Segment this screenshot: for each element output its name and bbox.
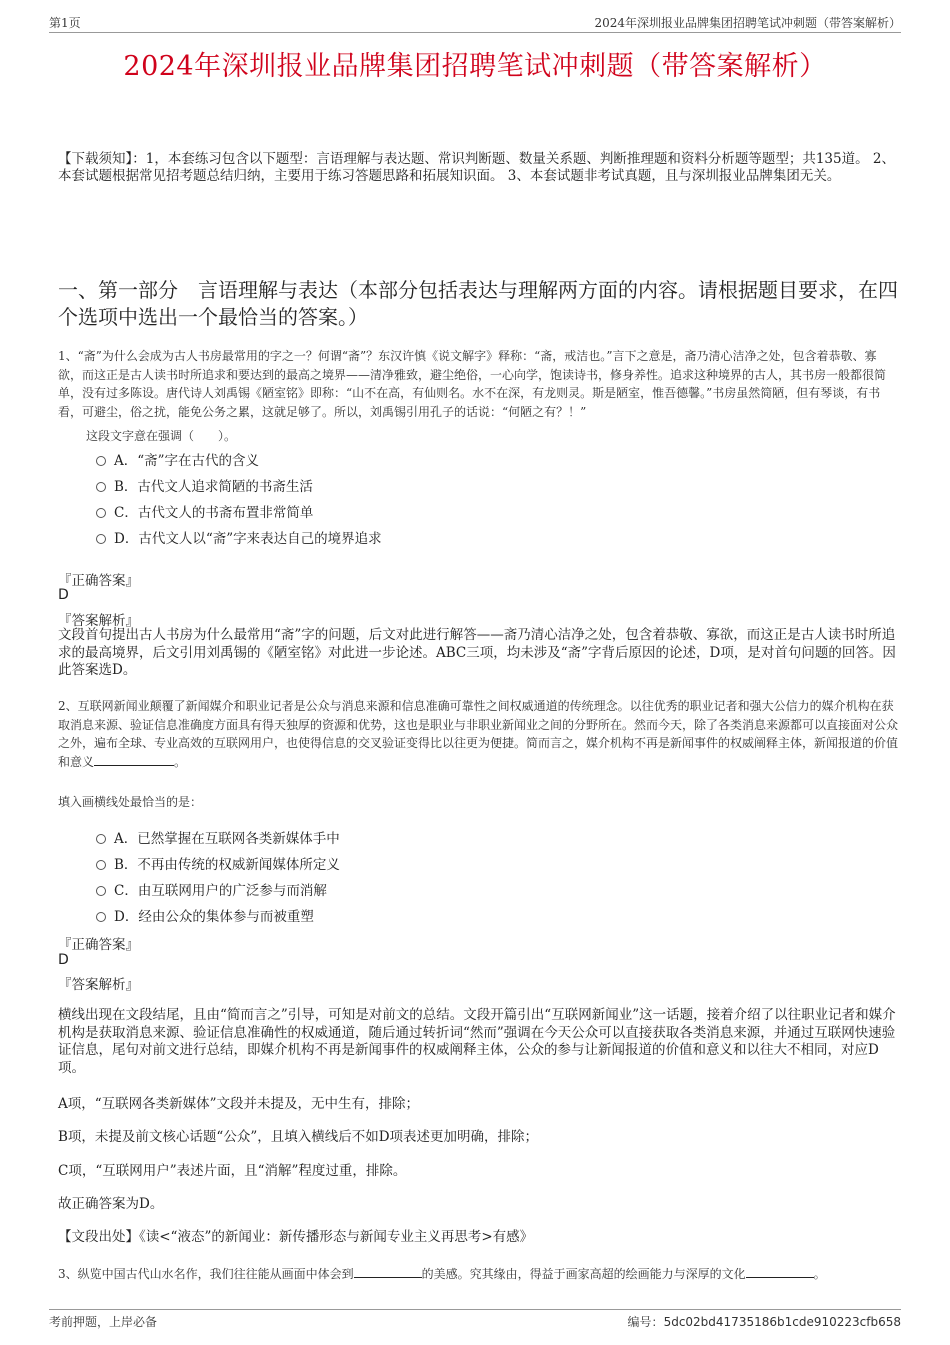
analysis-label: 『答案解析』: [58, 613, 139, 629]
question-1-options: [96, 446, 382, 550]
question-2-options: [96, 824, 340, 928]
radio-icon[interactable]: [96, 886, 106, 896]
blank-line: [354, 1267, 422, 1278]
header-divider: [49, 32, 901, 33]
radio-icon[interactable]: [96, 482, 106, 492]
header-page-number: 第1页: [49, 16, 81, 30]
answer-value: D: [58, 952, 69, 968]
answer-label: 『正确答案』: [58, 937, 139, 953]
analysis-note-c: C项，“互联网用户”表述片面，且“消解”程度过重，排除。: [58, 1163, 407, 1179]
analysis-label: 『答案解析』: [58, 977, 139, 993]
footer-code: 编号：5dc02bd41735186b1cde910223cfb658: [627, 1315, 901, 1329]
question-3-text: 3、纵览中国古代山水名作，我们往往能从画面中体会到 的美感。究其缘由，得益于画家高超的绘画能力与深厚的文化 。: [58, 1267, 826, 1281]
radio-icon[interactable]: [96, 834, 106, 844]
source-citation: 【文段出处】《读<“液态”的新闻业：新传播形态与新闻专业主义再思考>有感》: [58, 1229, 534, 1245]
answer-label: 『正确答案』: [58, 573, 139, 589]
question-2-prompt: 填入画横线处最恰当的是：: [58, 795, 203, 809]
download-notice: 【下载须知】：1，本套练习包含以下题型：言语理解与表达题、常识判断题、数量关系题、判断推理题和资料分析题等题型；共135道。 2、本套试题根据常见招考题总结归纳，主要用于练习答题思路和拓展知识面。 3、本套试题非考试真题，且与深圳报业品牌集团无关。: [58, 151, 895, 184]
analysis-note-a: A项，“互联网各类新媒体”文段并未提及，无中生有，排除；: [58, 1096, 420, 1112]
radio-icon[interactable]: [96, 534, 106, 544]
footer-divider: [49, 1309, 901, 1310]
section-heading: 一、第一部分 言语理解与表达（本部分包括表达与理解两方面的内容。请根据题目要求，在四个选项中选出一个最恰当的答案。）: [58, 278, 898, 329]
analysis-note-b: B项，未提及前文核心话题“公众”，且填入横线后不如D项表述更加明确，排除；: [58, 1129, 539, 1145]
option-b[interactable]: B．古代文人追求简陋的书斋生活: [96, 472, 382, 498]
radio-icon[interactable]: [96, 456, 106, 466]
analysis-text: 横线出现在文段结尾，且由“简而言之”引导，可知是对前文的总结。文段开篇引出“互联网新闻业”这一话题，接着介绍了以往职业记者和媒介机构是获取消息来源、验证信息准确性的权威通道，随后通过转折词“然而”强调在今天公众可以直接获取各类消息来源，并通过互联网快速验证信息，尾句对前文进行总结，即媒介机构不再是新闻事件的权威阐释主体，公众的参与让新闻报道的价值和意义和以往大不相同，对应D项。: [58, 1007, 896, 1076]
option-a[interactable]: A．已然掌握在互联网各类新媒体手中: [96, 824, 340, 850]
radio-icon[interactable]: [96, 508, 106, 518]
answer-value: D: [58, 587, 69, 603]
page-title: 2024年深圳报业品牌集团招聘笔试冲刺题（带答案解析）: [123, 51, 827, 82]
header-doc-title: 2024年深圳报业品牌集团招聘笔试冲刺题（带答案解析）: [594, 16, 901, 30]
option-c[interactable]: C．由互联网用户的广泛参与而消解: [96, 876, 340, 902]
question-1-text: 1、“斋”为什么会成为古人书房最常用的字之一？何谓“斋”？东汉许慎《说文解字》释称：“斋，戒洁也。”言下之意是，斋乃清心洁净之处，包含着恭敬、寡欲，而这正是古人读书时所追求和要达到的最高之境界——清净雅致，避尘绝俗，一心向学，饱读诗书，修身养性。追求这种境界的古人，其书房一般都很简单，没有过多陈设。唐代诗人刘禹锡《陋室铭》即称：“山不在高，有仙则名。水不在深，有龙则灵。斯是陋室，惟吾德馨。”书房虽然简陋，但有琴谈，有书看，可避尘，俗之扰，能免公务之累，这就足够了。所以，刘禹锡引用孔子的话说：“何陋之有？！”: [58, 349, 887, 419]
analysis-text: 文段首句提出古人书房为什么最常用“斋”字的问题，后文对此进行解答——斋乃清心洁净之处，包含着恭敬、寡欲，而这正是古人读书时所追求的最高境界，后文引用刘禹锡的《陋室铭》对此进一步论述。ABC三项，均未涉及“斋”字背后原因的论述，D项，是对首句问题的回答。因此答案选D。: [58, 627, 896, 678]
option-d[interactable]: D．古代文人以“斋”字来表达自己的境界追求: [96, 524, 382, 550]
radio-icon[interactable]: [96, 860, 106, 870]
option-d[interactable]: D．经由公众的集体参与而被重塑: [96, 902, 340, 928]
option-b[interactable]: B．不再由传统的权威新闻媒体所定义: [96, 850, 340, 876]
blank-line: [94, 755, 174, 766]
footer-slogan: 考前押题，上岸必备: [49, 1315, 158, 1329]
option-a[interactable]: A．“斋”字在古代的含义: [96, 446, 382, 472]
question-2-text: 2、互联网新闻业颠覆了新闻媒介和职业记者是公众与消息来源和信息准确可靠性之间权威通道的传统理念。以往优秀的职业记者和强大公信力的媒介机构在获取消息来源、验证信息准确度方面具有得天独厚的资源和优势，这也是职业与非职业新闻业之间的分野所在。然而今天，除了各类消息来源都可以直接面对公众之外，遍布全球、专业高效的互联网用户，也使得信息的交叉验证变得比以往更为便捷。简而言之，媒介机构不再是新闻事件的权威阐释主体，新闻报道的价值和意义 。: [58, 699, 899, 769]
question-1-prompt: 这段文字意在强调（ ）。: [86, 429, 237, 443]
blank-line: [746, 1267, 814, 1278]
analysis-conclusion: 故正确答案为D。: [58, 1196, 164, 1212]
radio-icon[interactable]: [96, 912, 106, 922]
option-c[interactable]: C．古代文人的书斋布置非常简单: [96, 498, 382, 524]
